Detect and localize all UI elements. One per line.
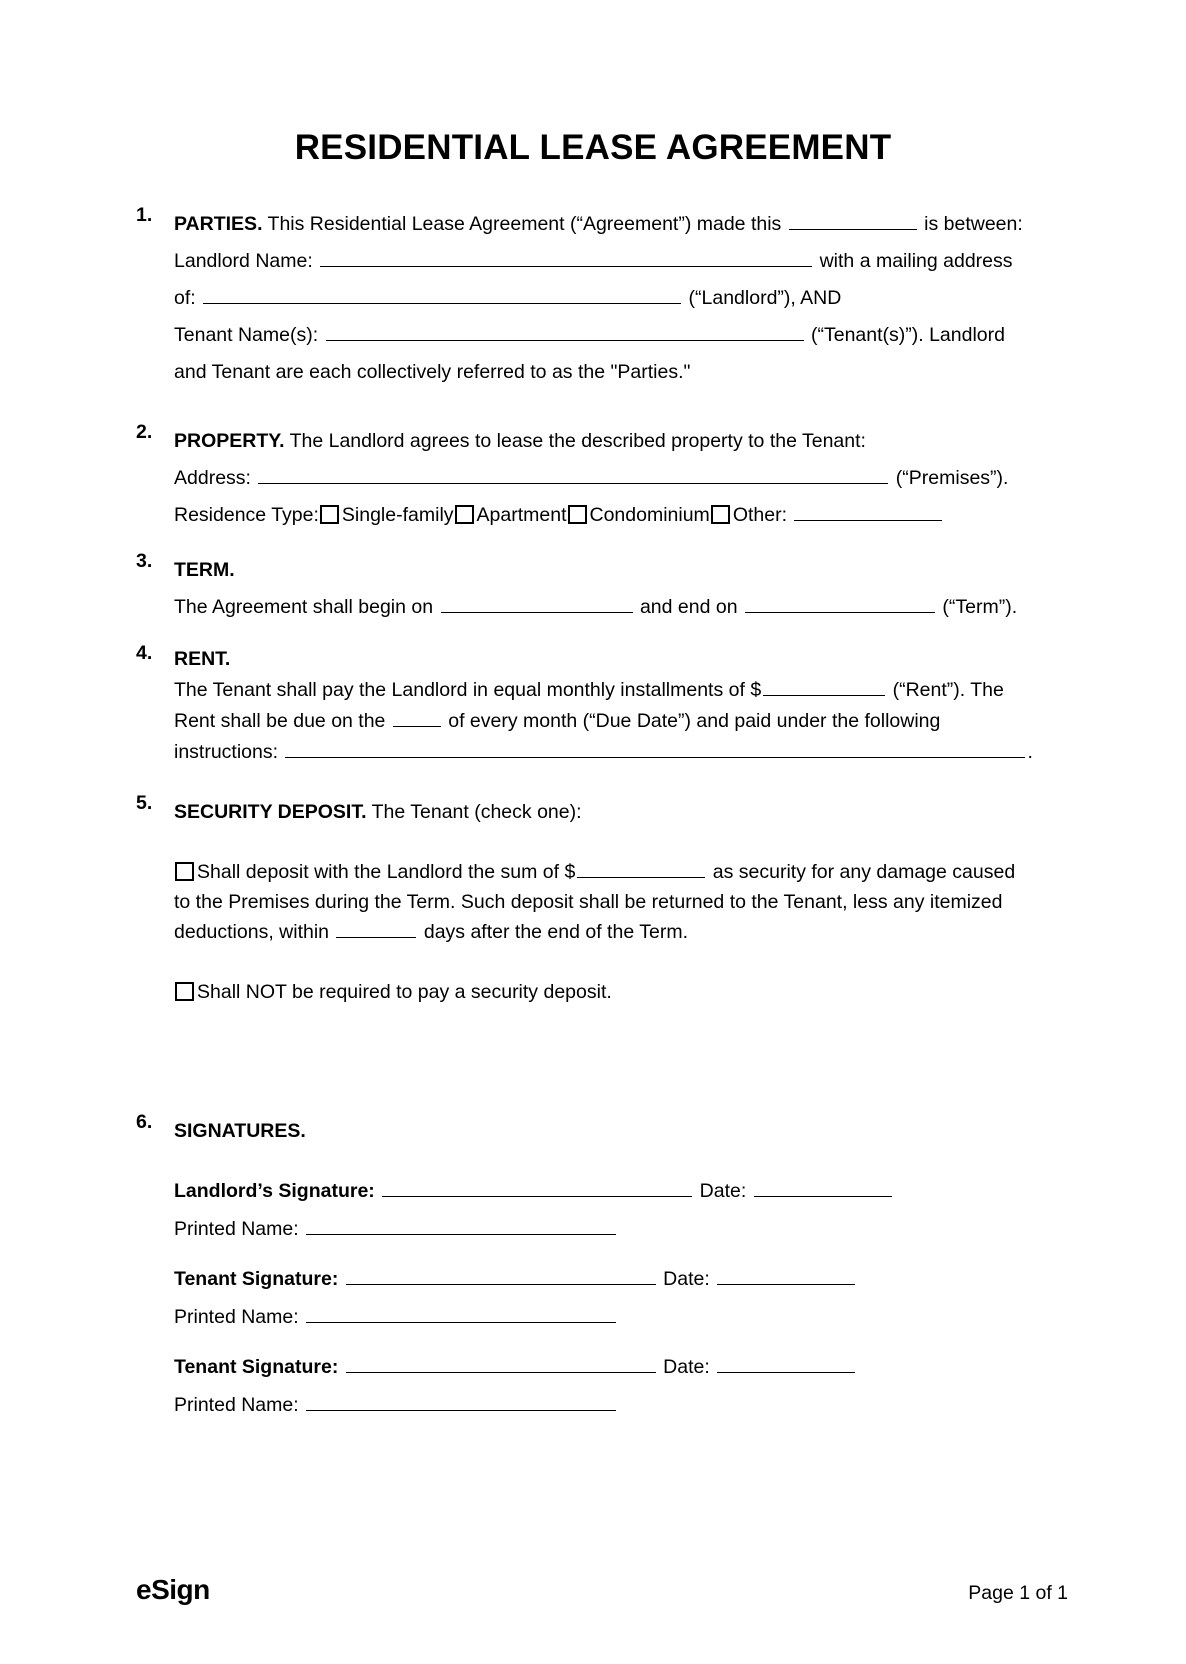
term-begin-text: The Agreement shall begin on xyxy=(174,596,434,618)
landlord-printed-name-label: Printed Name: xyxy=(174,1217,299,1240)
parties-intro xyxy=(174,206,1068,243)
landlord-address-line xyxy=(174,280,1068,317)
property-address-line xyxy=(174,460,1068,497)
document-body xyxy=(136,206,1068,1436)
tenant-name-line xyxy=(174,317,1068,354)
landlord-address-field[interactable] xyxy=(203,288,681,304)
section-property xyxy=(136,423,1068,534)
agreement-date-field[interactable] xyxy=(789,214,917,230)
property-address-tail: (“Premises”). xyxy=(895,467,1009,489)
parties-intro-tail: is between: xyxy=(924,213,1023,235)
tenant-1-date-label: Date: xyxy=(663,1267,710,1290)
checkbox-single-family[interactable] xyxy=(320,505,339,524)
tenant-name-field[interactable] xyxy=(326,325,804,341)
tenant-1-signature-label: Tenant Signature: xyxy=(174,1267,339,1290)
page-number: Page 1 of 1 xyxy=(968,1582,1068,1604)
rent-line-2 xyxy=(174,706,1068,737)
checkbox-deposit-not-required[interactable] xyxy=(175,982,194,1001)
rent-line-2-text: Rent shall be due on the xyxy=(174,710,386,732)
rent-line-1-tail: (“Rent”). The xyxy=(892,679,1004,701)
residence-option-condominium: Condominium xyxy=(589,504,710,526)
landlord-name-tail: with a mailing address xyxy=(819,250,1013,272)
security-deposit-intro xyxy=(174,794,1068,831)
rent-line-3-tail: . xyxy=(1027,741,1033,763)
section-number: 4. xyxy=(136,642,153,664)
property-address-label: Address: xyxy=(174,467,251,489)
section-term xyxy=(136,552,1068,626)
checkbox-other[interactable] xyxy=(711,505,730,524)
tenant-1-signature-field[interactable] xyxy=(346,1269,656,1285)
rent-line-1-text: The Tenant shall pay the Landlord in equal monthly installments of $ xyxy=(174,679,762,701)
landlord-signature-label: Landlord’s Signature: xyxy=(174,1179,375,1202)
landlord-signature-field[interactable] xyxy=(382,1181,692,1197)
deposit-option-2 xyxy=(174,977,1068,1007)
section-rent xyxy=(136,644,1068,768)
tenant-2-signature-field[interactable] xyxy=(346,1357,656,1373)
tenant-2-date-field[interactable] xyxy=(717,1357,855,1373)
tenant-2-printed-name-field[interactable] xyxy=(306,1395,616,1411)
landlord-date-field[interactable] xyxy=(754,1181,892,1197)
deposit-option-1-text-b: as security for any damage caused xyxy=(712,861,1016,883)
page-title: RESIDENTIAL LEASE AGREEMENT xyxy=(294,128,892,167)
landlord-printed-name-field[interactable] xyxy=(306,1219,616,1235)
landlord-name-label: Landlord Name: xyxy=(174,250,313,272)
signature-block-tenant-2 xyxy=(174,1348,1068,1424)
rent-due-day-field[interactable] xyxy=(393,711,441,727)
deposit-return-days-field[interactable] xyxy=(336,922,416,938)
property-heading: PROPERTY. xyxy=(174,430,285,452)
deposit-option-1 xyxy=(174,857,1068,947)
residence-option-single-family: Single-family xyxy=(341,504,454,526)
rent-line-1 xyxy=(174,675,1068,706)
parties-heading: PARTIES. xyxy=(174,213,263,235)
section-security-deposit xyxy=(136,794,1068,1027)
residence-option-apartment: Apartment xyxy=(476,504,567,526)
deposit-option-1-line-3 xyxy=(174,917,1068,947)
rent-line-3 xyxy=(174,737,1068,768)
landlord-date-label: Date: xyxy=(699,1179,747,1202)
deposit-option-1-line-2: to the Premises during the Term. Such deposit shall be returned to the Tenant, less any itemized xyxy=(174,891,1003,913)
section-number: 6. xyxy=(136,1110,153,1133)
tenant-1-printed-name-line xyxy=(174,1298,1068,1336)
term-middle-text: and end on xyxy=(639,596,738,618)
signature-block-landlord xyxy=(174,1172,1068,1248)
deposit-option-1-text-d: deductions, within xyxy=(174,921,330,943)
tenant-2-date-label: Date: xyxy=(663,1355,710,1378)
tenant-2-printed-name-line xyxy=(174,1386,1068,1424)
term-heading: TERM. xyxy=(174,559,235,581)
residence-type-label: Residence Type: xyxy=(174,504,319,526)
landlord-name-line xyxy=(174,243,1068,280)
term-line xyxy=(174,589,1068,626)
term-start-date-field[interactable] xyxy=(441,597,633,613)
section-number: 5. xyxy=(136,792,153,814)
property-address-field[interactable] xyxy=(258,468,888,484)
parties-closing: and Tenant are each collectively referred to as the "Parties." xyxy=(174,361,691,383)
security-deposit-heading: SECURITY DEPOSIT. xyxy=(174,801,367,823)
landlord-address-tail: (“Landlord”), AND xyxy=(688,287,842,309)
rent-line-2-tail: of every month (“Due Date”) and paid under the following xyxy=(448,710,941,732)
signature-block-tenant-1 xyxy=(174,1260,1068,1336)
tenant-2-printed-name-label: Printed Name: xyxy=(174,1393,299,1416)
tenant-name-label: Tenant Name(s): xyxy=(174,324,319,346)
landlord-name-field[interactable] xyxy=(320,251,812,267)
tenant-1-printed-name-field[interactable] xyxy=(306,1307,616,1323)
security-deposit-intro-text: The Tenant (check one): xyxy=(366,801,582,823)
deposit-option-1-text-a: Shall deposit with the Landlord the sum of $ xyxy=(197,861,576,883)
deposit-option-1-line-1 xyxy=(174,857,1068,887)
page-footer xyxy=(136,1574,1068,1606)
document-page xyxy=(0,128,1186,1664)
term-end-date-field[interactable] xyxy=(745,597,935,613)
deposit-amount-field[interactable] xyxy=(577,862,705,878)
section-number: 2. xyxy=(136,421,153,443)
tenant-1-printed-name-label: Printed Name: xyxy=(174,1305,299,1328)
term-end-text: (“Term”). xyxy=(942,596,1018,618)
landlord-printed-name-line xyxy=(174,1210,1068,1248)
deposit-option-1-text-e: days after the end of the Term. xyxy=(423,921,688,943)
checkbox-apartment[interactable] xyxy=(455,505,474,524)
rent-instructions-field[interactable] xyxy=(285,742,1025,758)
rent-amount-field[interactable] xyxy=(763,680,885,696)
residence-type-line xyxy=(174,497,1068,534)
property-intro-text: The Landlord agrees to lease the described property to the Tenant: xyxy=(284,430,866,452)
property-intro xyxy=(174,423,1068,460)
rent-instructions-label: instructions: xyxy=(174,741,279,763)
tenant-1-signature-line xyxy=(174,1260,1068,1298)
tenant-2-signature-line xyxy=(174,1348,1068,1386)
tenant-name-tail: (“Tenant(s)”). Landlord xyxy=(810,324,1005,346)
deposit-option-2-text: Shall NOT be required to pay a security deposit. xyxy=(197,981,612,1003)
tenant-1-date-field[interactable] xyxy=(717,1269,855,1285)
landlord-address-label: of: xyxy=(174,287,196,309)
residence-option-other: Other: xyxy=(732,504,787,526)
parties-intro-text: This Residential Lease Agreement (“Agreement”) made this xyxy=(262,213,782,235)
section-signatures xyxy=(136,1110,1068,1436)
brand-logo: eSign xyxy=(136,1574,210,1605)
signatures-heading: SIGNATURES. xyxy=(174,1119,306,1142)
section-parties xyxy=(136,206,1068,391)
checkbox-deposit-required[interactable] xyxy=(175,862,194,881)
landlord-signature-line xyxy=(174,1172,1068,1210)
section-number: 3. xyxy=(136,550,153,572)
tenant-2-signature-label: Tenant Signature: xyxy=(174,1355,339,1378)
rent-heading: RENT. xyxy=(174,648,231,670)
section-number: 1. xyxy=(136,204,153,226)
checkbox-condominium[interactable] xyxy=(568,505,587,524)
residence-other-field[interactable] xyxy=(794,505,942,521)
